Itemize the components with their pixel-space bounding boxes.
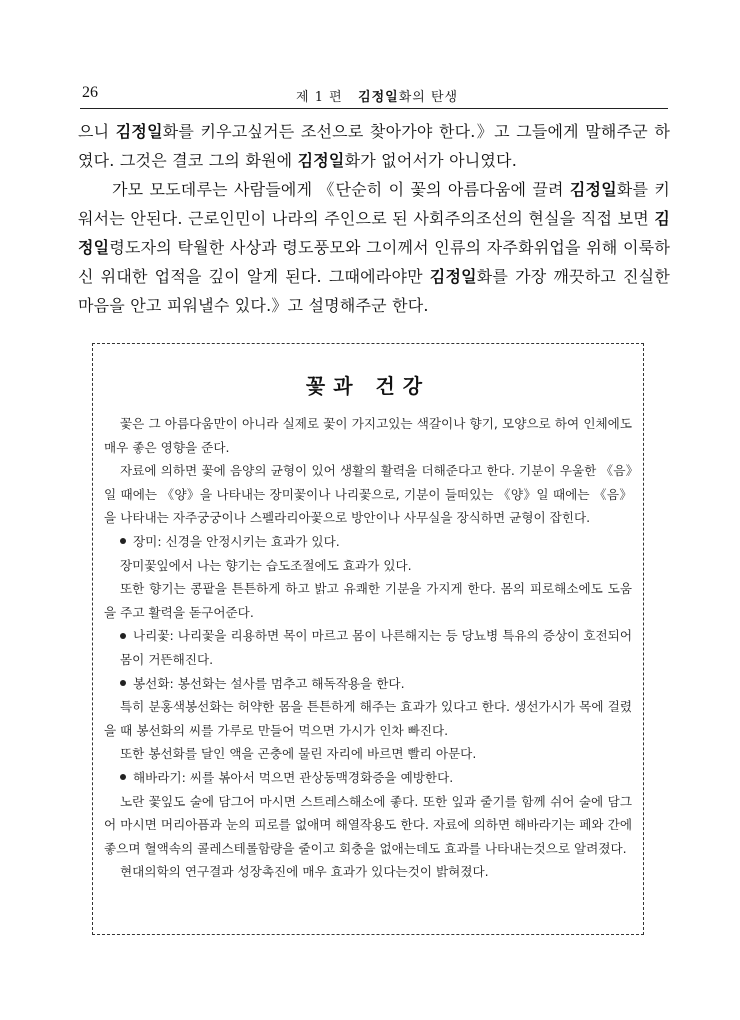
box-paragraph: 또한 향기는 콩팥을 튼튼하게 하고 밝고 유쾌한 기분을 가지게 한다. 몸의 피로해소에도 도움을 주고 활력을 돋구어준다.	[104, 581, 632, 620]
leader-name: 김정일	[429, 267, 477, 286]
box-paragraph: 현대의학의 연구결과 성장촉진에 매우 효과가 있다는것이 밝혀졌다.	[120, 864, 489, 880]
bullet-icon	[120, 680, 126, 686]
box-paragraph: 또한 봉선화를 달인 액을 곤충에 물린 자리에 바르면 빨리 아문다.	[120, 746, 477, 762]
bullet-icon	[120, 633, 126, 639]
leader-name: 김정일	[297, 151, 345, 170]
main-text	[78, 117, 670, 320]
box-paragraph: 노란 꽃잎도 술에 담그어 마시면 스트레스해소에 좋다. 또한 잎과 줄기를 함께 쉬어 술에 담그어 마시면 머리아픔과 눈의 피로를 없애며 해열작용도 한다. 자료에 의하면 해바라기는 페와 간에 좋으며 혈액속의 콜레스테롤함량을 줄이고 회충을 없애는데도 효과를 나타내는것으로 알려졌다.	[104, 793, 632, 856]
paragraph: 가모 모도데루는 사람들에게 《단순히 이 꽃의 아름다움에 끌려 김정일화를 키워서는 안된다. 근로인민이 나라의 주인으로 된 사회주의조선의 현실을 직접 보면 김정일령도자의 탁월한 사상과 령도풍모와 그이께서 인류의 자주화위업을 위해 이룩하신 위대한 업적을 깊이 알게 된다. 그때에라야만 김정일화를 가장 깨끗하고 진실한 마음을 안고 피워낼수 있다.》고 설명해주군 한다.	[78, 180, 671, 315]
box-paragraph: 장미꽃잎에서 나는 향기는 습도조절에도 효과가 있다.	[120, 557, 412, 573]
bullet-icon	[120, 538, 126, 544]
box-paragraph: 꽃은 그 아름다움만이 아니라 실제로 꽃이 가지고있는 색갈이나 향기, 모양으로 하여 인체에도 매우 좋은 영향을 준다.	[104, 416, 632, 455]
chapter-label: 제 1 편	[296, 90, 343, 105]
header-rule	[80, 108, 668, 109]
chapter-heading	[296, 86, 458, 105]
box-bullet-item: 장미: 신경을 안정시키는 효과가 있다.	[104, 530, 632, 554]
bullet-icon	[120, 774, 126, 780]
paragraph: 으니 김정일화를 키우고싶거든 조선으로 찾아가야 한다.》고 그들에게 말해주군 하였다. 그것은 결코 그의 화원에 김정일화가 없어서가 아니였다.	[78, 122, 670, 170]
box-paragraph: 자료에 의하면 꽃에 음양의 균형이 있어 생활의 활력을 더해준다고 한다. 기분이 우울한 《음》일 때에는 《양》을 나타내는 장미꽃이나 나리꽃으로, 기분이 들떠있는 《양》일 때에는 《음》을 나타내는 자주궁궁이나 스펠라리아꽃으로 방안이나 사무실을 장식하면 균형이 잡힌다.	[104, 463, 632, 526]
info-box	[92, 343, 644, 935]
box-bullet-item: 나리꽃: 나리꽃을 리용하면 목이 마르고 몸이 나른해지는 등 당뇨병 특유의 증상이 호전되어 몸이 거뜬해진다.	[120, 628, 632, 667]
chapter-title-rest: 화의 탄생	[398, 90, 459, 105]
page-header	[80, 84, 664, 104]
box-body	[104, 412, 632, 884]
chapter-title-bold: 김정일	[358, 90, 399, 105]
leader-name: 김정일	[569, 180, 617, 199]
box-bullet-item: 봉선화: 봉선화는 설사를 멈추고 해독작용을 한다.	[104, 672, 632, 696]
box-bullet-item: 해바라기: 씨를 볶아서 먹으면 관상동맥경화증을 예방한다.	[104, 766, 632, 790]
page-number: 26	[82, 84, 98, 101]
box-title: 꽃과 건강	[305, 374, 431, 398]
leader-name: 김정일	[78, 209, 670, 257]
box-paragraph: 특히 분홍색봉선화는 허약한 몸을 튼튼하게 해주는 효과가 있다고 한다. 생선가시가 목에 걸렸을 때 봉선화의 씨를 가루로 만들어 먹으면 가시가 인차 빠진다.	[104, 699, 632, 738]
leader-name: 김정일	[115, 122, 163, 141]
